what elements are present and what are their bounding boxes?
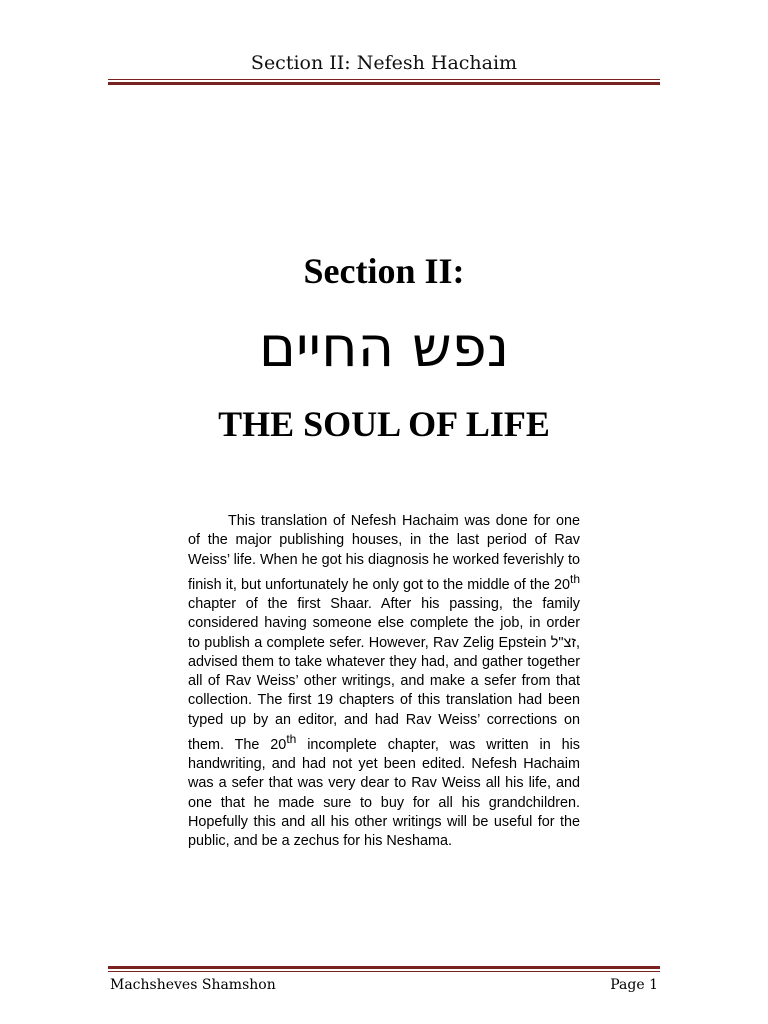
superscript-th-1: th <box>569 571 580 586</box>
hebrew-abbreviation: זצ"ל <box>550 634 576 651</box>
intro-text-4: incomplete chapter, was written in his handwriting, and had not yet been edited. Nefesh Hachaim was a sefer that was very dear to Rav Weiss all his life, and one that he made sure to buy for all his grandchildren. Hopefully this and all his other writings will be useful for the public, and be a zechus for his Neshama. <box>188 736 581 850</box>
intro-text-3: , advised them to take whatever they had, and gather together all of Rav Weiss’ other writings, and make a sefer from that collection. The first 19 chapters of this translation had been typed up by an editor, and had Rav Weiss’ corrections on them. The 20 <box>188 634 580 753</box>
intro-paragraph <box>188 512 580 852</box>
hebrew-title: נפש החיים <box>258 315 510 380</box>
running-header: Section II: Nefesh Hachaim <box>250 52 518 74</box>
intro-text-2: chapter of the first Shaar. After his passing, the family considered having someone else complete the job, in order to publish a complete sefer. However, Rav Zelig Epstein <box>188 595 580 651</box>
superscript-th-2: th <box>286 732 297 747</box>
intro-text-1: This translation of Nefesh Hachaim was done for one of the major publishing houses, in the last period of Rav Weiss’ life. When he got his diagnosis he worked feverishly to finish it, but unfortunately he only got to the middle of the 20 <box>188 513 580 593</box>
header-rule-thick <box>108 82 660 85</box>
english-title: THE SOUL OF LIFE <box>218 404 550 444</box>
section-title: Section II: <box>303 251 465 291</box>
footer-title: Machsheves Shamshon <box>110 977 276 993</box>
footer-rule-thick <box>108 966 660 969</box>
header-rule-thin <box>108 79 660 80</box>
page-number: Page 1 <box>610 977 658 993</box>
footer-rule-thin <box>108 971 660 972</box>
